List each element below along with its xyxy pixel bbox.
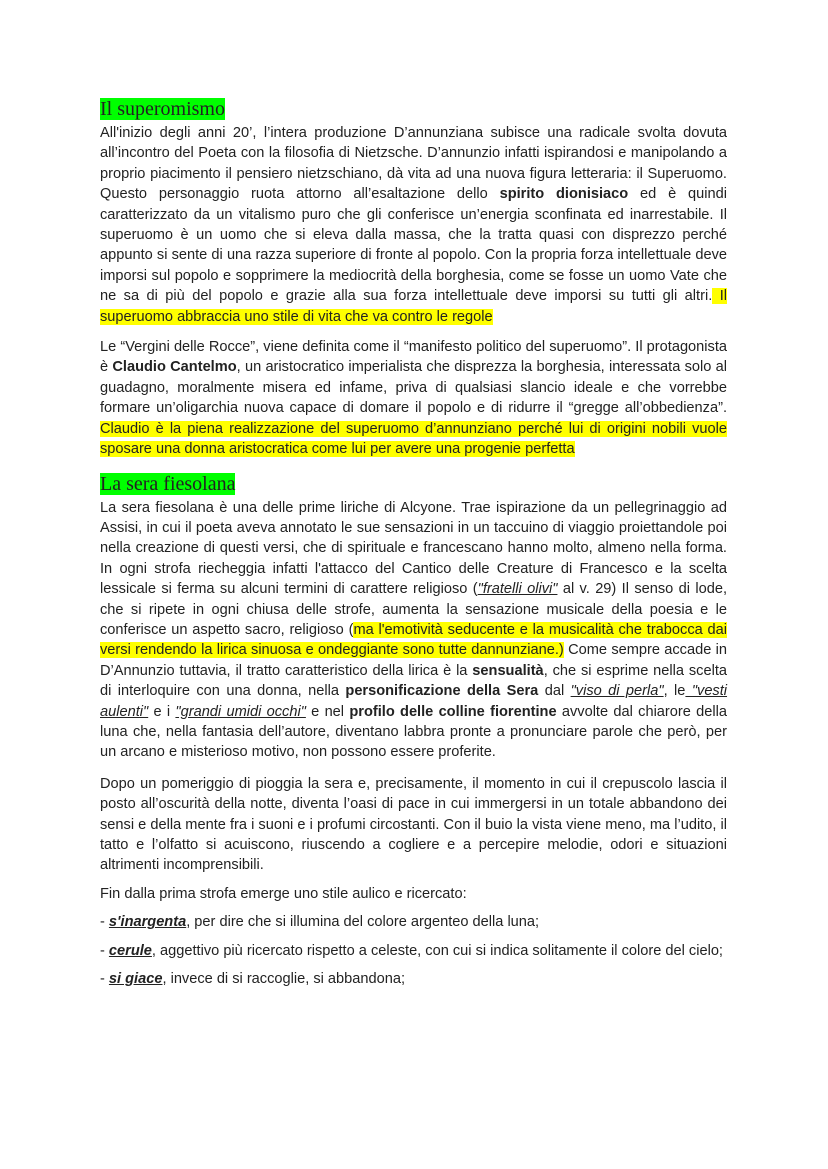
superomismo-paragraph-1: All'inizio degli anni 20’, l’intera produzione D’annunziana subisce una radicale svolta dovuta all’incontro del Poeta con la filosofia di Nietzsche. D’annunzio infatti ispirandosi e manipolando a proprio piacimento il pensiero nietzschiano, dà vita ad una nuova figura letteraria: il Superuomo. Questo personaggio ruota attorno all’esaltazione dello spirito dionisiaco ed è quindi caratterizzato da un vitalismo puro che gli conferisce un’energia sconfinata ed inarrestabile. Il superuomo è un uomo che si eleva dalla massa, che la tratta quasi con disprezzo perché appunto si sente di una razza superiore di fronte al popolo. Con la propria forza intellettuale deve imporsi sul popolo e sopprimere la mediocrità della borghesia, come se fosse un uomo Vate che ne sa di più del popolo e grazie alla sua forza intellettuale deve imporsi su tutti gli altri. Il superuomo abbraccia uno stile di vita che va contro le regole bbox=[100, 125, 728, 325]
bold-term: sensualità bbox=[472, 662, 544, 679]
list-item: - s'inargenta, per dire che si illumina del colore argenteo della luna; bbox=[100, 914, 540, 931]
list-term: si giace bbox=[108, 971, 163, 988]
bold-term: spirito dionisiaco bbox=[499, 186, 629, 203]
highlighted-text: ma l'emotività seducente e la musicalità che trabocca dai versi rendendo la lirica sinuosa e ondeggiante sono tutte dannunziane.) bbox=[100, 621, 727, 659]
bold-term: profilo delle colline fiorentine bbox=[349, 703, 557, 720]
sera-paragraph-3: Fin dalla prima strofa emerge uno stile aulico e ricercato: bbox=[100, 885, 467, 902]
list-term: cerule bbox=[108, 942, 152, 959]
quote: "fratelli olivi" bbox=[477, 581, 558, 598]
bold-term: Claudio Cantelmo bbox=[112, 359, 237, 376]
quote: "vesti aulenti" bbox=[100, 683, 728, 720]
section-title-superomismo: Il superomismo bbox=[100, 98, 225, 120]
document-page bbox=[100, 97, 727, 989]
quote: "viso di perla" bbox=[570, 683, 664, 700]
list-term: s'inargenta bbox=[108, 914, 187, 931]
highlighted-text: Claudio è la piena realizzazione del superuomo d’annunziano perché lui di origini nobili vuole sposare una donna aristocratica come lui per avere una progenie perfetta bbox=[100, 420, 727, 458]
list-item: - cerule, aggettivo più ricercato rispetto a celeste, con cui si indica solitamente il colore del cielo; bbox=[100, 942, 723, 959]
sera-paragraph-2: Dopo un pomeriggio di pioggia la sera e, precisamente, il momento in cui il crepuscolo lascia il posto all’oscurità della notte, diventa l’oasi di pace in cui immergersi in un totale abbandono dei sensi e della mente fra i suoni e i profumi circostanti. Con il buio la vista viene meno, ma l’udito, il tatto e l’olfatto si acuiscono, riuscendo a cogliere e a percepire melodie, odori e situazioni altrimenti incomprensibili. bbox=[100, 775, 727, 874]
quote: "grandi umidi occhi" bbox=[175, 703, 306, 720]
superomismo-paragraph-2: Le “Vergini delle Rocce”, viene definita come il “manifesto politico del superuomo”. Il protagonista è Claudio Cantelmo, un aristocratico imperialista che disprezza la borghesia, interessata solo al guadagno, moralmente misera ed infame, priva di qualsiasi slancio ideale e che vorrebbe formare un’oligarchia nuova capace di domare il popolo e di ridurre il “gregge all’obbedienza”. Claudio è la piena realizzazione del superuomo d’annunziano perché lui di origini nobili vuole sposare una donna aristocratica come lui per avere una progenie perfetta bbox=[100, 339, 727, 458]
highlighted-text: Il superuomo abbraccia uno stile di vita che va contro le regole bbox=[100, 288, 727, 325]
list-item: - si giace, invece di si raccoglie, si abbandona; bbox=[100, 971, 406, 988]
bold-term: personificazione della Sera bbox=[345, 683, 539, 700]
sera-paragraph-1: La sera fiesolana è una delle prime liriche di Alcyone. Trae ispirazione da un pellegrinaggio ad Assisi, in cui il poeta aveva annotato le sue sensazioni in un taccuino di viaggio proiettandole poi nella creazione di questi versi, che di spirituale e francescano hanno molto, almeno nella forma. In ogni strofa riecheggia infatti l'attacco del Cantico delle Creature di Francesco e la scelta lessicale si ferma su alcuni termini di carattere religioso ("fratelli olivi" al v. 29) Il senso di lode, che si ripete in ogni chiusa delle strofe, aumenta la sensazione musicale della poesia e le conferisce un aspetto sacro, religioso (ma l'emotività seducente e la musicalità che trabocca dai versi rendendo la lirica sinuosa e ondeggiante sono tutte dannunziane.) Come sempre accade in D’Annunzio tuttavia, il tratto caratteristico della lirica è la sensualità, che si esprime nella scelta di interloquire con una donna, nella personificazione della Sera dal "viso di perla", le "vesti aulenti" e i "grandi umidi occhi" e nel profilo delle colline fiorentine avvolte dal chiarore della luna che, nella fantasia dell’autore, diventano labbra pronte a pronunciare parole che però, per un arcano e misterioso motivo, non possono essere proferite. bbox=[100, 499, 728, 761]
section-title-sera-fiesolana: La sera fiesolana bbox=[100, 472, 236, 495]
